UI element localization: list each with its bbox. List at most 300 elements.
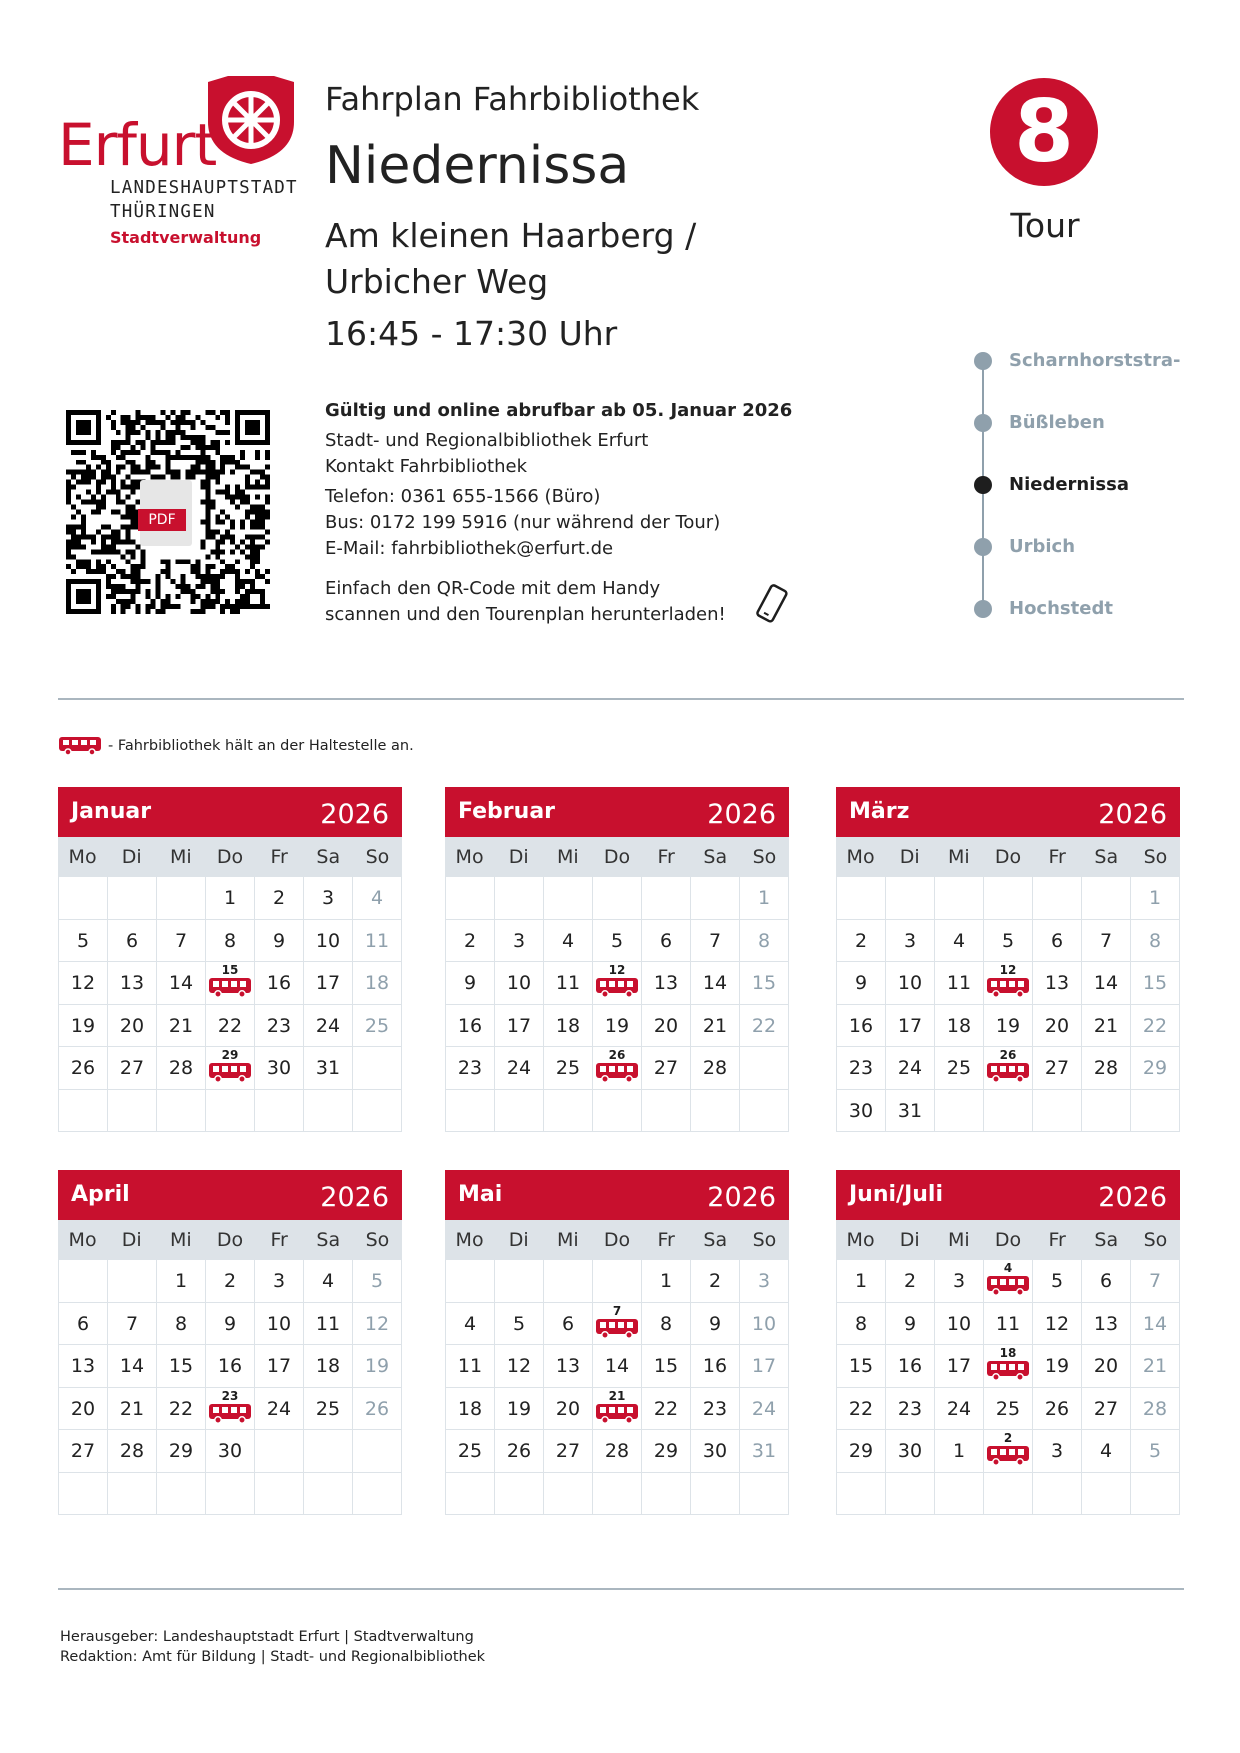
day-cell: 5: [59, 920, 108, 963]
day-cell: 19: [984, 1005, 1033, 1048]
day-cell: [593, 877, 642, 920]
day-cell: 27: [1033, 1047, 1082, 1090]
day-cell: [740, 1090, 789, 1133]
weekday-label: Di: [899, 846, 920, 868]
day-cell: 5: [1131, 1430, 1180, 1473]
bus-icon: [58, 736, 102, 756]
month-calendar: [58, 1170, 402, 1515]
day-cell: 7: [1131, 1260, 1180, 1303]
day-cell: 26: [495, 1430, 544, 1473]
day-cell: [593, 1260, 642, 1303]
day-cell: 27: [544, 1430, 593, 1473]
day-cell: 28: [691, 1047, 740, 1090]
day-cell: 6: [544, 1303, 593, 1346]
validity-text: Gültig und online abrufbar ab 05. Januar 2026: [325, 400, 793, 421]
day-cell: [886, 1473, 935, 1516]
day-cell: [446, 1260, 495, 1303]
day-cell: 6: [1033, 920, 1082, 963]
tour-day-number: 26: [999, 1048, 1017, 1062]
day-cell: [691, 877, 740, 920]
bus-icon: [986, 1445, 1030, 1467]
month-calendar: [836, 787, 1180, 1132]
day-cell: [304, 1090, 353, 1133]
day-cell: 20: [1082, 1345, 1131, 1388]
day-cell: 30: [837, 1090, 886, 1133]
day-cell: [691, 1090, 740, 1133]
tour-day-number: 2: [1003, 1431, 1013, 1445]
weekday-label: Mi: [170, 1229, 192, 1251]
year-label: 2026: [707, 799, 776, 830]
day-cell: 19: [59, 1005, 108, 1048]
day-cell: [59, 1473, 108, 1516]
tour-day-number: 15: [221, 963, 239, 977]
day-cell: 9: [886, 1303, 935, 1346]
weekday-label: So: [752, 846, 777, 868]
day-cell: [304, 1473, 353, 1516]
day-cell: 30: [206, 1430, 255, 1473]
day-cell: 30: [691, 1430, 740, 1473]
weekday-label: Mi: [170, 846, 192, 868]
day-cell: 25: [935, 1047, 984, 1090]
day-cell: 3: [1033, 1430, 1082, 1473]
day-cell: 27: [59, 1430, 108, 1473]
weekday-row: [58, 1220, 402, 1260]
tour-day-cell: [593, 962, 642, 1005]
phone-number: Telefon: 0361 655-1566 (Büro): [325, 486, 601, 507]
smartphone-icon: [752, 583, 790, 625]
day-cell: 5: [495, 1303, 544, 1346]
tour-day-number: 12: [608, 963, 626, 977]
route-dot-icon: [974, 538, 992, 556]
qr-hint-line1: Einfach den QR-Code mit dem Handy: [325, 578, 661, 599]
day-cell: 27: [1082, 1388, 1131, 1431]
day-cell: 15: [157, 1345, 206, 1388]
day-cell: [157, 877, 206, 920]
weekday-label: Fr: [1048, 846, 1066, 868]
route-stop: [974, 598, 1234, 618]
day-cell: 3: [935, 1260, 984, 1303]
day-cell: 20: [59, 1388, 108, 1431]
tour-day-cell: [593, 1388, 642, 1431]
day-cell: 13: [59, 1345, 108, 1388]
day-cell: 5: [1033, 1260, 1082, 1303]
weekday-label: Mo: [846, 1229, 875, 1251]
stop-line-2: Urbicher Weg: [325, 262, 549, 301]
tour-day-cell: [206, 962, 255, 1005]
weekday-label: So: [1143, 1229, 1168, 1251]
day-cell: 17: [935, 1345, 984, 1388]
day-cell: 23: [837, 1047, 886, 1090]
day-cell: [984, 877, 1033, 920]
day-cell: 10: [740, 1303, 789, 1346]
day-cell: 1: [642, 1260, 691, 1303]
route-dot-icon: [974, 414, 992, 432]
day-cell: 25: [353, 1005, 402, 1048]
tour-day-number: 21: [608, 1388, 626, 1403]
day-cell: 4: [446, 1303, 495, 1346]
day-cell: 26: [59, 1047, 108, 1090]
tour-day-number: 4: [1003, 1261, 1013, 1275]
weekday-label: Do: [216, 1229, 244, 1251]
stop-time: 16:45 - 17:30 Uhr: [325, 314, 618, 353]
day-cell: 2: [837, 920, 886, 963]
day-cell: 24: [740, 1388, 789, 1431]
day-cell: [255, 1430, 304, 1473]
weekday-label: Sa: [703, 846, 728, 868]
weekday-row: [445, 837, 789, 877]
day-cell: 15: [837, 1345, 886, 1388]
weekday-label: So: [365, 1229, 390, 1251]
day-cell: 11: [984, 1303, 1033, 1346]
day-cell: [353, 1473, 402, 1516]
weekday-label: Mi: [948, 1229, 970, 1251]
day-cell: 31: [304, 1047, 353, 1090]
weekday-row: [445, 1220, 789, 1260]
day-cell: 6: [108, 920, 157, 963]
weekday-label: Fr: [657, 846, 675, 868]
tour-day-number: 7: [612, 1303, 622, 1318]
tour-day-cell: [593, 1303, 642, 1346]
day-cell: 21: [1082, 1005, 1131, 1048]
weekday-label: Mi: [557, 846, 579, 868]
day-cell: 24: [495, 1047, 544, 1090]
day-cell: [984, 1473, 1033, 1516]
tour-day-number: 12: [999, 963, 1017, 977]
weekday-label: Sa: [703, 1229, 728, 1251]
day-cell: 19: [593, 1005, 642, 1048]
day-cell: [255, 1090, 304, 1133]
qr-hint-line2: scannen und den Tourenplan herunterladen!: [325, 604, 726, 625]
logo-line3: Stadtverwaltung: [110, 228, 262, 247]
calendar-header: [836, 787, 1180, 837]
day-cell: 12: [353, 1303, 402, 1346]
day-cell: 8: [206, 920, 255, 963]
day-cell: 9: [255, 920, 304, 963]
day-cell: 28: [1082, 1047, 1131, 1090]
day-cell: 28: [593, 1430, 642, 1473]
weekday-row: [836, 837, 1180, 877]
weekday-label: Sa: [1094, 1229, 1119, 1251]
route-stop-name: Niedernissa: [1009, 474, 1129, 495]
day-cell: [642, 1473, 691, 1516]
day-cell: 28: [157, 1047, 206, 1090]
day-cell: 8: [1131, 920, 1180, 963]
day-cell: 11: [935, 962, 984, 1005]
day-cell: 22: [1131, 1005, 1180, 1048]
day-cell: 13: [1082, 1303, 1131, 1346]
day-cell: 31: [740, 1430, 789, 1473]
day-cell: 23: [446, 1047, 495, 1090]
day-cell: 14: [157, 962, 206, 1005]
day-cell: 12: [495, 1345, 544, 1388]
day-cell: 3: [304, 877, 353, 920]
day-cell: 14: [1082, 962, 1131, 1005]
day-cell: 5: [353, 1260, 402, 1303]
day-cell: 17: [740, 1345, 789, 1388]
day-cell: 11: [544, 962, 593, 1005]
day-cell: 26: [1033, 1388, 1082, 1431]
day-cell: 6: [642, 920, 691, 963]
day-cell: 7: [157, 920, 206, 963]
day-cell: 30: [886, 1430, 935, 1473]
day-cell: [1033, 1473, 1082, 1516]
day-cell: 18: [446, 1388, 495, 1431]
day-cell: 29: [157, 1430, 206, 1473]
day-cell: 15: [740, 962, 789, 1005]
tour-day-cell: [206, 1047, 255, 1090]
day-cell: [446, 1090, 495, 1133]
day-cell: 16: [255, 962, 304, 1005]
day-cell: 20: [1033, 1005, 1082, 1048]
day-cell: 31: [886, 1090, 935, 1133]
weekday-label: Mo: [68, 1229, 97, 1251]
year-label: 2026: [1098, 799, 1167, 830]
bus-icon: [208, 1062, 252, 1084]
calendar-header: [836, 1170, 1180, 1220]
day-cell: 23: [255, 1005, 304, 1048]
day-cell: [157, 1473, 206, 1516]
weekday-label: So: [752, 1229, 777, 1251]
day-cell: 28: [1131, 1388, 1180, 1431]
tour-day-cell: [984, 1430, 1033, 1473]
email-link[interactable]: E-Mail: fahrbibliothek@erfurt.de: [325, 538, 614, 559]
weekday-label: Do: [994, 1229, 1022, 1251]
day-cell: 16: [886, 1345, 935, 1388]
contact-label: Kontakt Fahrbibliothek: [325, 456, 527, 477]
day-cell: 12: [1033, 1303, 1082, 1346]
day-cell: [1082, 1473, 1131, 1516]
day-cell: 24: [255, 1388, 304, 1431]
day-cell: 4: [304, 1260, 353, 1303]
day-cell: [886, 877, 935, 920]
weekday-label: Do: [603, 1229, 631, 1251]
day-cell: 5: [593, 920, 642, 963]
day-cell: 14: [108, 1345, 157, 1388]
day-cell: 13: [642, 962, 691, 1005]
day-cell: [935, 877, 984, 920]
day-cell: 22: [837, 1388, 886, 1431]
divider-bottom: [58, 1588, 1184, 1590]
day-cell: 29: [1131, 1047, 1180, 1090]
day-cell: 1: [740, 877, 789, 920]
pdf-badge: PDF: [138, 509, 186, 531]
tour-day-cell: [984, 962, 1033, 1005]
day-cell: [1082, 877, 1131, 920]
bus-icon: [595, 977, 639, 999]
day-cell: [1082, 1090, 1131, 1133]
day-cell: 18: [304, 1345, 353, 1388]
weekday-row: [836, 1220, 1180, 1260]
day-cell: [59, 877, 108, 920]
weekday-label: Fr: [1048, 1229, 1066, 1251]
day-cell: 8: [837, 1303, 886, 1346]
month-calendar: [836, 1170, 1180, 1515]
day-cell: [108, 1090, 157, 1133]
day-cell: 10: [886, 962, 935, 1005]
day-cell: 17: [495, 1005, 544, 1048]
tour-day-cell: [984, 1345, 1033, 1388]
day-cell: [1131, 1473, 1180, 1516]
day-cell: 30: [255, 1047, 304, 1090]
day-cell: [206, 1090, 255, 1133]
route-stop-name: Scharnhorststra-: [1009, 350, 1181, 371]
day-grid: [836, 877, 1180, 1132]
day-cell: 1: [1131, 877, 1180, 920]
day-cell: 16: [206, 1345, 255, 1388]
location-title: Niedernissa: [325, 136, 630, 196]
route-stop-name: Büßleben: [1009, 412, 1105, 433]
day-cell: [495, 1260, 544, 1303]
route-stop: [974, 536, 1234, 556]
day-cell: 10: [255, 1303, 304, 1346]
library-name: Stadt- und Regionalbibliothek Erfurt: [325, 430, 649, 451]
day-cell: 19: [1033, 1345, 1082, 1388]
day-cell: 1: [837, 1260, 886, 1303]
day-cell: [691, 1473, 740, 1516]
day-cell: [544, 1260, 593, 1303]
day-cell: 8: [157, 1303, 206, 1346]
tour-day-number: 26: [608, 1048, 626, 1062]
bus-icon: [986, 977, 1030, 999]
route-dot-icon: [974, 476, 992, 494]
day-cell: [593, 1473, 642, 1516]
day-cell: 27: [108, 1047, 157, 1090]
bus-phone: Bus: 0172 199 5916 (nur während der Tour): [325, 512, 721, 533]
route-dot-icon: [974, 352, 992, 370]
day-cell: [544, 877, 593, 920]
logo-line1: LANDESHAUPTSTADT: [110, 178, 298, 198]
day-cell: 2: [446, 920, 495, 963]
day-cell: [353, 1090, 402, 1133]
day-cell: 14: [1131, 1303, 1180, 1346]
day-cell: 16: [446, 1005, 495, 1048]
weekday-label: Mo: [68, 846, 97, 868]
day-cell: 2: [206, 1260, 255, 1303]
day-cell: 5: [984, 920, 1033, 963]
day-cell: 2: [255, 877, 304, 920]
day-cell: 2: [691, 1260, 740, 1303]
day-cell: 17: [886, 1005, 935, 1048]
bus-icon: [595, 1062, 639, 1084]
day-cell: 3: [886, 920, 935, 963]
day-cell: 24: [304, 1005, 353, 1048]
day-cell: 21: [1131, 1345, 1180, 1388]
day-cell: [353, 1430, 402, 1473]
route-stop: [974, 350, 1234, 370]
day-cell: 13: [1033, 962, 1082, 1005]
day-cell: 22: [740, 1005, 789, 1048]
year-label: 2026: [320, 799, 389, 830]
day-cell: [642, 1090, 691, 1133]
day-cell: 14: [691, 962, 740, 1005]
tour-day-cell: [206, 1388, 255, 1431]
month-name: Februar: [458, 799, 556, 824]
divider-top: [58, 698, 1184, 700]
day-cell: 21: [108, 1388, 157, 1431]
day-cell: 7: [108, 1303, 157, 1346]
day-cell: [495, 877, 544, 920]
day-grid: [836, 1260, 1180, 1515]
bus-icon: [986, 1062, 1030, 1084]
weekday-label: Do: [216, 846, 244, 868]
weekday-label: Mi: [557, 1229, 579, 1251]
day-cell: 18: [544, 1005, 593, 1048]
weekday-label: Fr: [270, 846, 288, 868]
erfurt-logo: [58, 76, 298, 256]
day-cell: [837, 1473, 886, 1516]
day-cell: [108, 1473, 157, 1516]
day-cell: 19: [353, 1345, 402, 1388]
coat-of-arms-icon: [206, 76, 296, 166]
day-cell: [157, 1090, 206, 1133]
tour-label: Tour: [1010, 206, 1080, 245]
day-cell: 4: [935, 920, 984, 963]
weekday-label: Mo: [455, 1229, 484, 1251]
schedule-title: Fahrplan Fahrbibliothek: [325, 80, 700, 118]
logo-wordmark: Erfurt: [58, 111, 217, 179]
month-name: März: [849, 799, 910, 824]
day-cell: 7: [691, 920, 740, 963]
day-cell: 22: [206, 1005, 255, 1048]
weekday-label: So: [1143, 846, 1168, 868]
weekday-label: Di: [121, 1229, 142, 1251]
day-cell: 24: [886, 1047, 935, 1090]
day-cell: 15: [1131, 962, 1180, 1005]
weekday-label: Do: [994, 846, 1022, 868]
day-cell: 20: [544, 1388, 593, 1431]
day-cell: [740, 1047, 789, 1090]
day-cell: 15: [642, 1345, 691, 1388]
day-cell: 3: [495, 920, 544, 963]
tour-day-number: 18: [999, 1346, 1017, 1360]
day-cell: [593, 1090, 642, 1133]
day-cell: 29: [642, 1430, 691, 1473]
day-cell: 21: [691, 1005, 740, 1048]
day-cell: 2: [886, 1260, 935, 1303]
weekday-label: Do: [603, 846, 631, 868]
day-cell: [935, 1090, 984, 1133]
day-cell: [1033, 877, 1082, 920]
tour-day-number: 29: [221, 1048, 239, 1062]
weekday-label: Sa: [316, 846, 341, 868]
stop-line-1: Am kleinen Haarberg /: [325, 216, 697, 255]
day-cell: [1131, 1090, 1180, 1133]
route-stop-name: Urbich: [1009, 536, 1076, 557]
weekday-label: Di: [899, 1229, 920, 1251]
day-cell: 25: [984, 1388, 1033, 1431]
day-cell: 4: [353, 877, 402, 920]
day-grid: [445, 877, 789, 1132]
day-cell: [108, 1260, 157, 1303]
day-cell: 1: [157, 1260, 206, 1303]
day-cell: 25: [304, 1388, 353, 1431]
day-cell: 17: [304, 962, 353, 1005]
day-cell: 13: [544, 1345, 593, 1388]
day-cell: [495, 1090, 544, 1133]
day-cell: 8: [642, 1303, 691, 1346]
calendar-header: [58, 1170, 402, 1220]
day-grid: [445, 1260, 789, 1515]
day-cell: 28: [108, 1430, 157, 1473]
bus-icon: [595, 1403, 639, 1425]
legend-text: - Fahrbibliothek hält an der Haltestelle an.: [108, 738, 414, 754]
bus-icon: [595, 1318, 639, 1340]
tour-day-cell: [984, 1047, 1033, 1090]
year-label: 2026: [320, 1182, 389, 1213]
day-cell: 18: [353, 962, 402, 1005]
day-cell: 13: [108, 962, 157, 1005]
bus-icon: [986, 1275, 1030, 1297]
